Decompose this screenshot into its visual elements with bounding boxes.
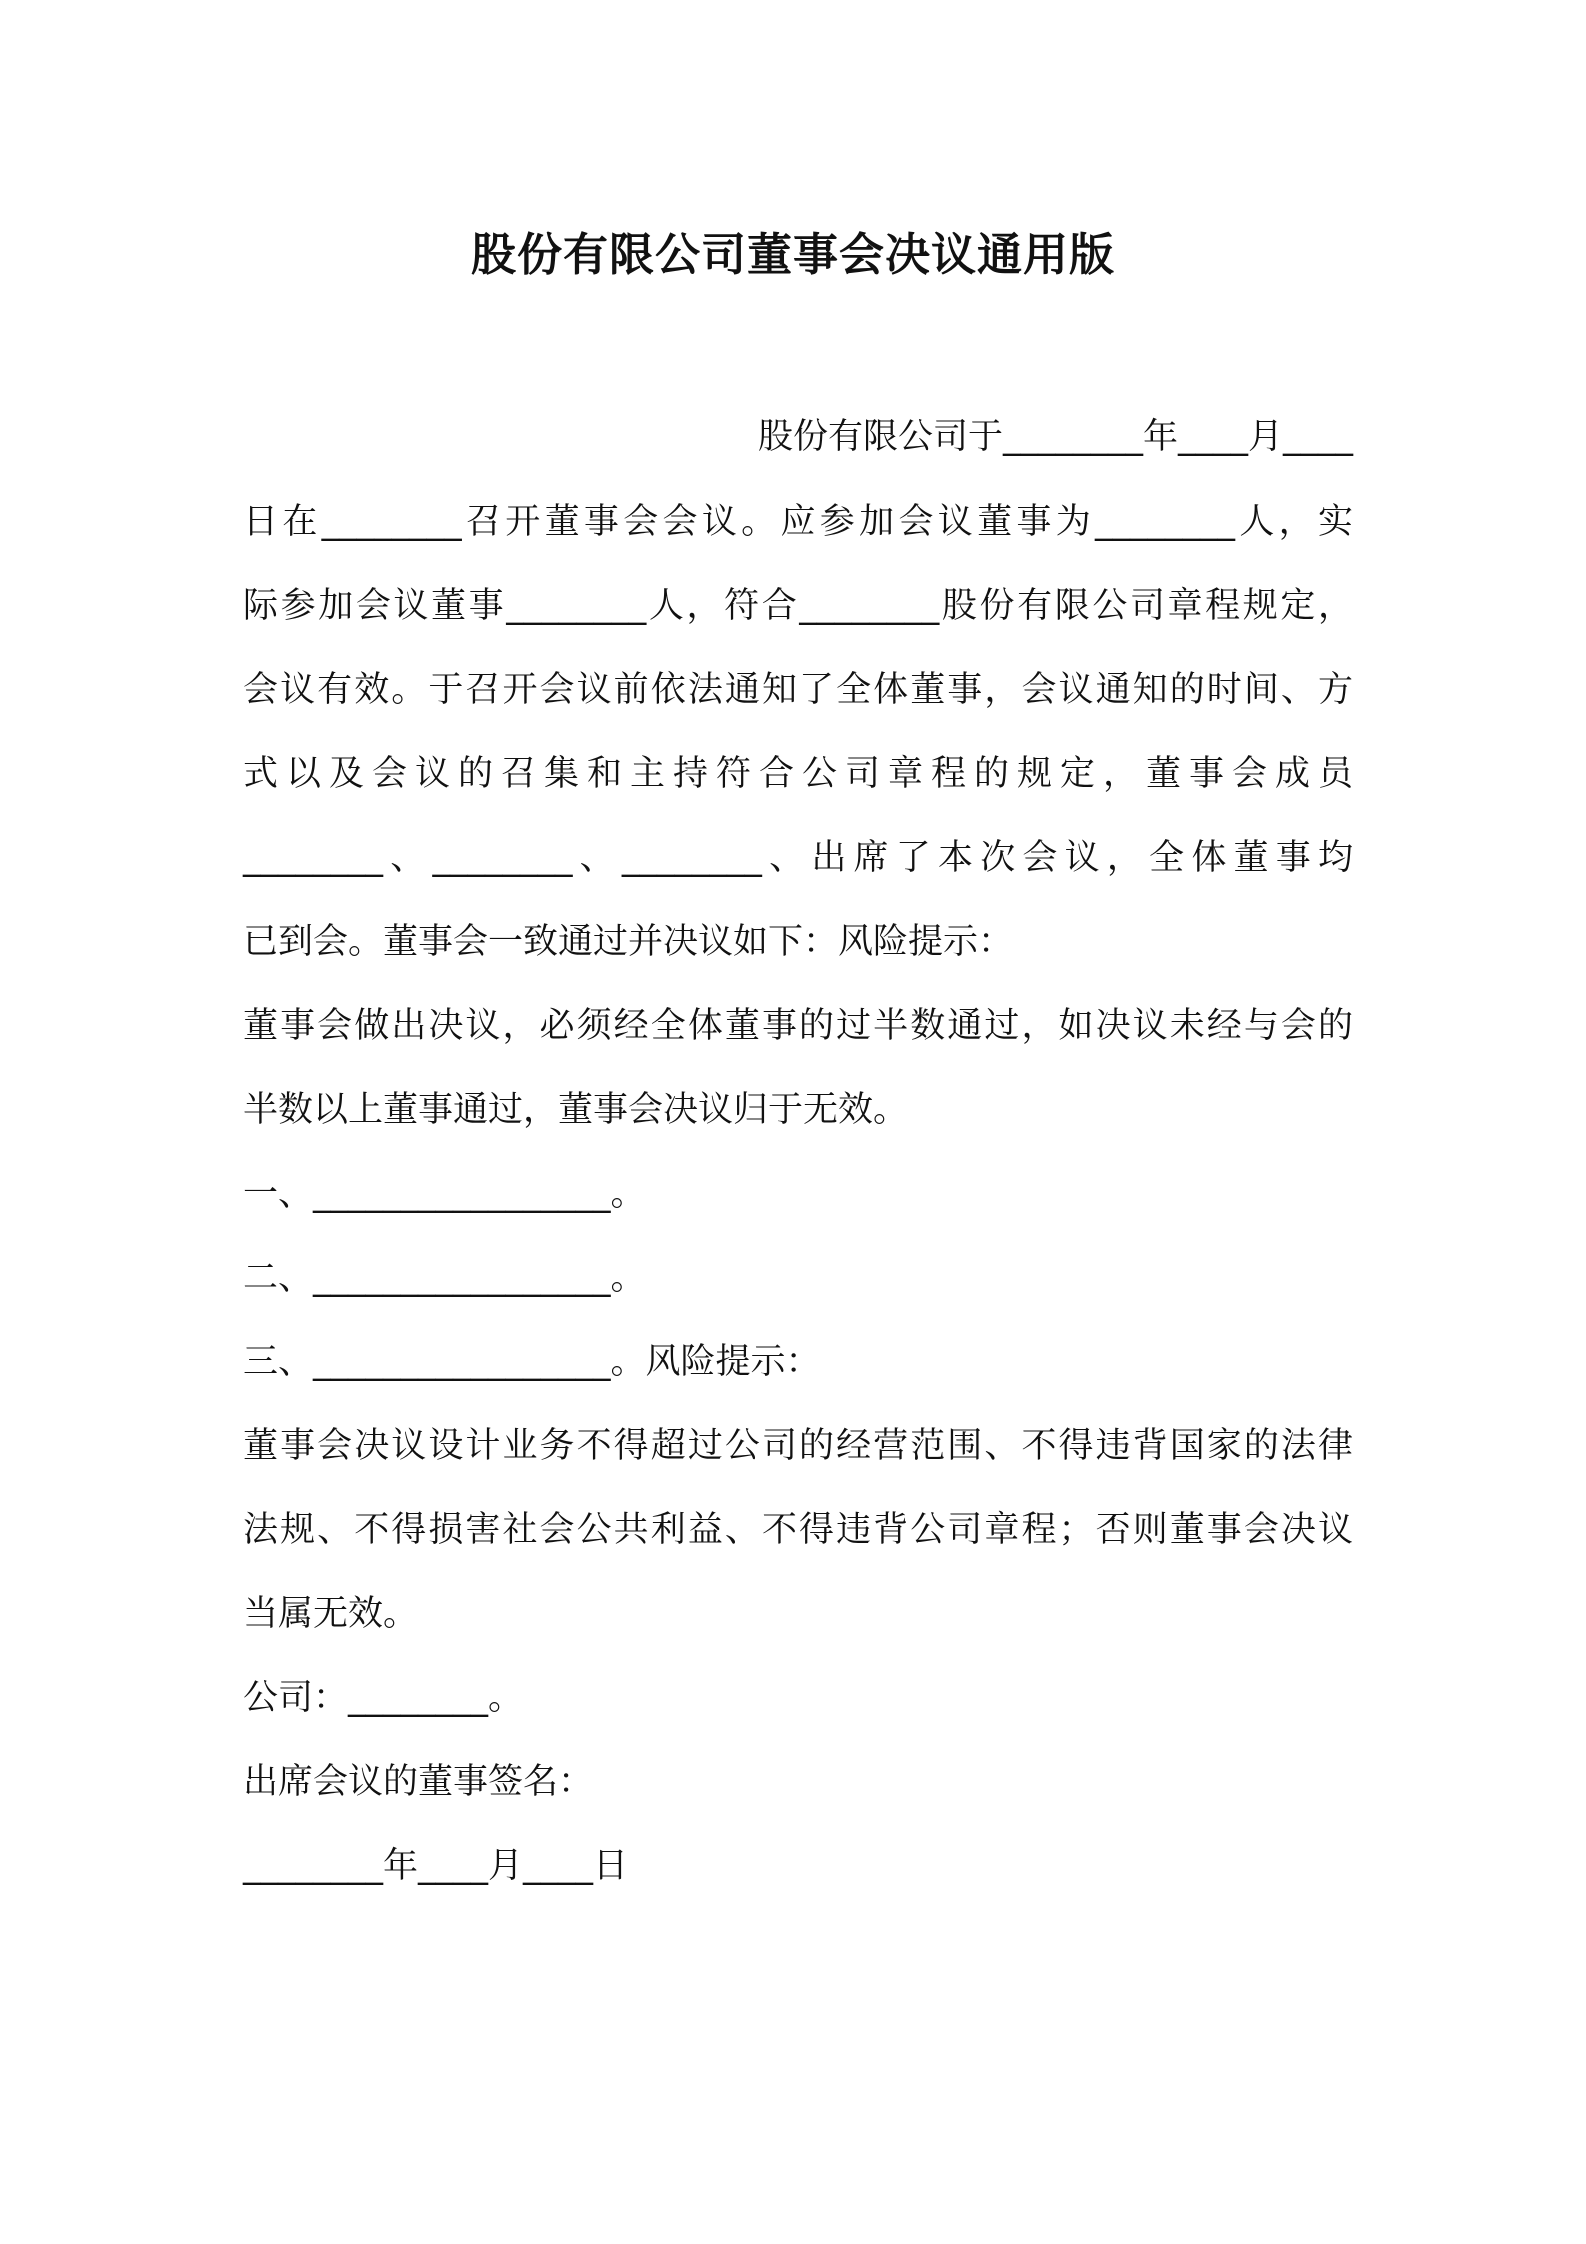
paragraph-line: 当属无效。 bbox=[243, 1594, 419, 1634]
signature-label: 出席会议的董事签名： bbox=[243, 1762, 594, 1802]
paragraph-line: 际参加会议董事________人，符合________股份有限公司章程规定， bbox=[243, 586, 1353, 626]
paragraph-line: 日在________召开董事会会议。应参加会议董事为________人，实 bbox=[243, 502, 1353, 542]
resolution-item-3: 三、_________________。风险提示： bbox=[243, 1342, 821, 1382]
paragraph-line: 董事会做出决议，必须经全体董事的过半数通过，如决议未经与会的 bbox=[243, 1006, 1353, 1046]
paragraph-line: 股份有限公司于________年____月____ bbox=[757, 417, 1353, 457]
paragraph-line: 董事会决议设计业务不得超过公司的经营范围、不得违背国家的法律 bbox=[243, 1426, 1353, 1466]
paragraph-line: 半数以上董事通过，董事会决议归于无效。 bbox=[243, 1090, 909, 1130]
date-field: ________年____月____日 bbox=[243, 1846, 629, 1886]
document-title: 股份有限公司董事会决议通用版 bbox=[470, 228, 1115, 281]
paragraph-line: 法规、不得损害社会公共利益、不得违背公司章程；否则董事会决议 bbox=[243, 1510, 1353, 1550]
paragraph-line: 会议有效。于召开会议前依法通知了全体董事，会议通知的时间、方 bbox=[243, 670, 1353, 710]
paragraph-line: ________、________、________、出席了本次会议，全体董事均 bbox=[243, 838, 1353, 878]
company-field: 公司：________。 bbox=[243, 1678, 524, 1718]
resolution-item-1: 一、_________________。 bbox=[243, 1174, 646, 1214]
paragraph-line: 式以及会议的召集和主持符合公司章程的规定，董事会成员 bbox=[243, 754, 1353, 794]
paragraph-line: 已到会。董事会一致通过并决议如下：风险提示： bbox=[243, 922, 1014, 962]
resolution-item-2: 二、_________________。 bbox=[243, 1258, 646, 1298]
